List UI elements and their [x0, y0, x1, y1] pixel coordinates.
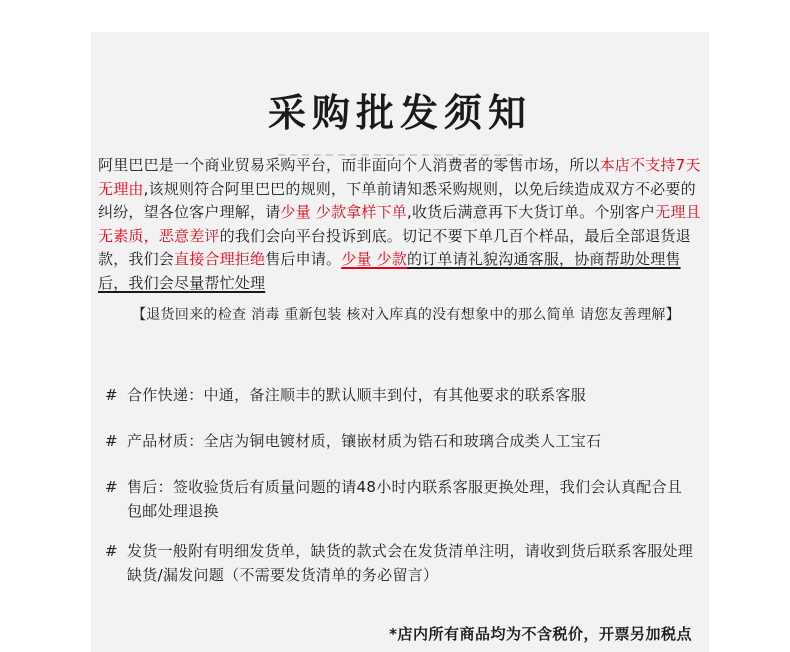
info-item-material	[105, 429, 695, 453]
notice-text: 阿里巴巴是一个商业贸易采购平台，而非面向个人消费者的零售市场，所以	[98, 156, 600, 174]
notice-underlined-text: 的订单请礼貌沟通客服，协商帮助处理售后，我们会尽量帮忙处理	[98, 250, 681, 292]
returns-note: 【退货回来的检查 消毒 重新包装 核对入库真的没有想象中的那么简单 请您友善理解】	[131, 307, 681, 323]
notice-text: 的我们会向平台投诉到底。切记不要下单几百个样品，最后全部退货退款，我们会	[98, 226, 691, 268]
hash-bullet: #	[105, 432, 118, 450]
sample-order-highlight: 少量 少款拿样下单	[280, 203, 407, 221]
info-item-text: 产品材质：全店为铜电镀材质，镶嵌材质为锆石和玻璃合成类人工宝石	[127, 432, 602, 450]
hash-bullet: #	[105, 386, 118, 404]
no-7-day-return-highlight: 本店不支持7天无理由	[98, 156, 701, 198]
page-title: 采购批发须知	[267, 91, 532, 135]
notice-text: ,该规则符合阿里巴巴的规则，下单前请知悉采购规则，以免后续造成双方不必要的纠纷，望各位客户理解，请	[98, 179, 696, 221]
bad-review-highlight: 无理且无素质，恶意差评	[98, 203, 701, 245]
notice-text: ,收货后满意再下大货订单。个别客户	[406, 203, 656, 221]
hash-bullet: #	[105, 542, 118, 560]
info-item-text: 合作快递：中通，备注顺丰的默认顺丰到付，有其他要求的联系客服	[127, 386, 587, 404]
info-item-text: 售后：签收验货后有质量问题的请48小时内联系客服更换处理，我们会认真配合且包邮处理退换	[127, 478, 683, 520]
small-order-highlight: 少量 少款	[341, 250, 408, 268]
notice-text: 售后申请。	[265, 250, 342, 268]
tax-note: *店内所有商品均为不含税价，开票另加税点	[389, 625, 692, 643]
info-item-after-sales	[105, 475, 695, 523]
notice-panel	[91, 32, 709, 652]
purchase-notice-paragraph	[98, 154, 702, 295]
info-item-delivery	[105, 539, 695, 587]
hash-bullet: #	[105, 478, 118, 496]
reject-highlight: 直接合理拒绝	[174, 250, 266, 268]
info-item-shipping	[105, 383, 695, 407]
info-item-text: 发货一般附有明细发货单，缺货的款式会在发货清单注明，请收到货后联系客服处理缺货/漏发问题（不需要发货清单的务必留言）	[127, 542, 694, 584]
